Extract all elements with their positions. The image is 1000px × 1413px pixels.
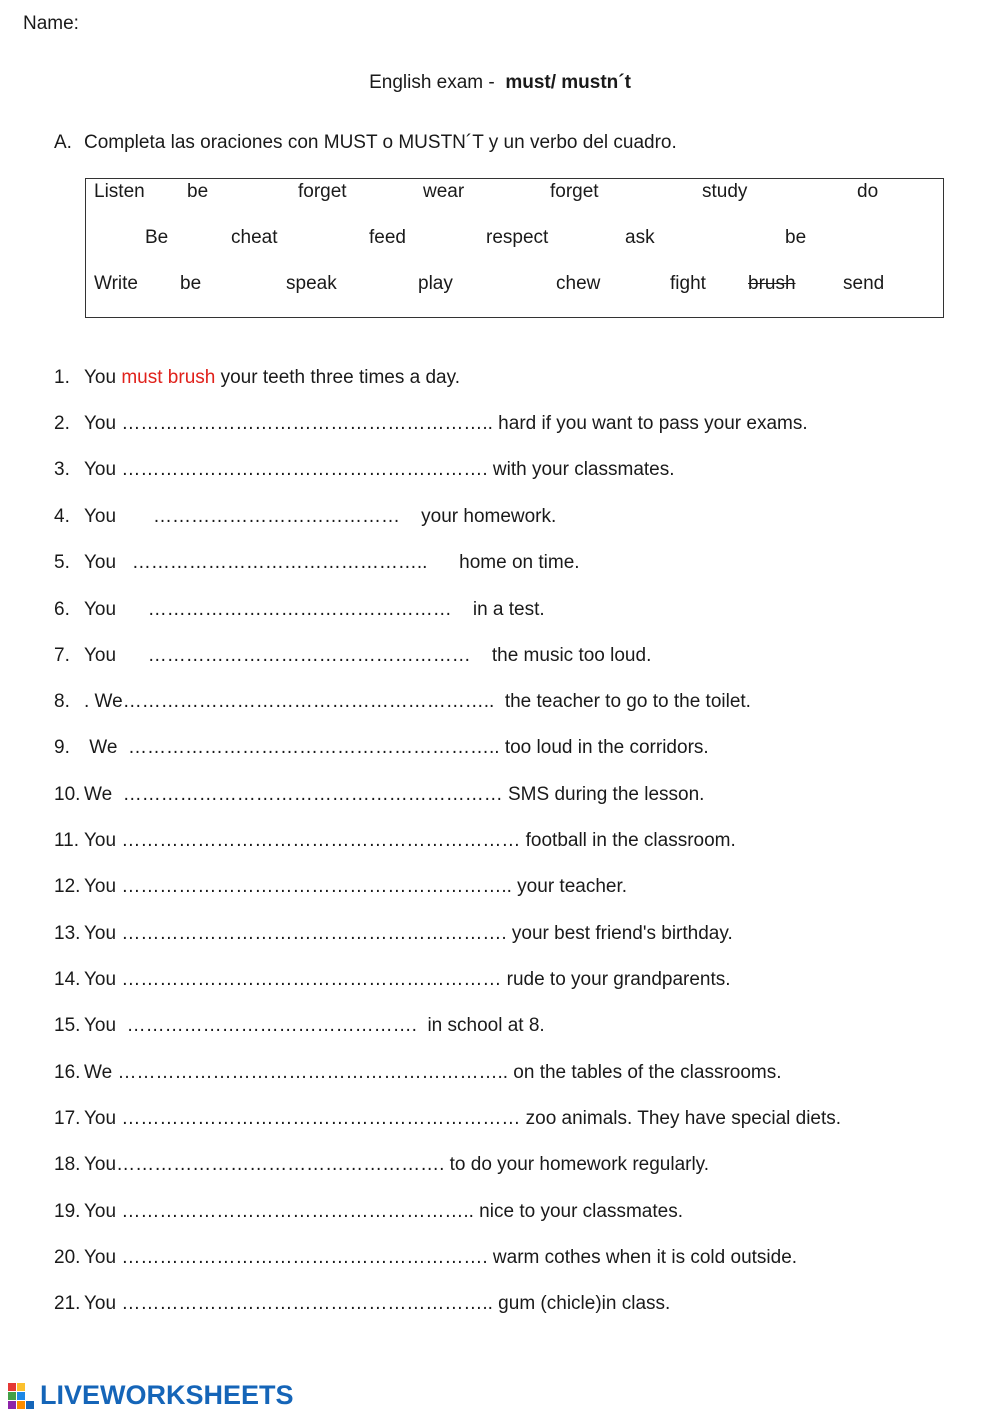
exercise-sentence <box>84 1108 841 1130</box>
exercise-number: 5. <box>54 552 70 573</box>
liveworksheets-logo-icon <box>8 1383 36 1409</box>
sentence-end: nice to your classmates. <box>473 1201 683 1222</box>
verb-word: fight <box>670 273 706 294</box>
sentence-start: You <box>84 552 132 573</box>
sentence-end: your teeth three times a day. <box>215 367 460 388</box>
exercise-number: 13. <box>54 923 81 944</box>
exercise-number: 11. <box>54 830 80 851</box>
sentence-start: You <box>84 1108 122 1129</box>
exercise-sentence <box>84 1201 683 1223</box>
exercise-sentence <box>84 506 556 528</box>
exercise-number: 6. <box>54 599 70 620</box>
sentence-start: You <box>84 1293 122 1314</box>
sentence-start: You <box>84 1201 122 1222</box>
exercise-number: 3. <box>54 459 70 480</box>
sentence-end: your teacher. <box>511 876 628 897</box>
exercise-sentence <box>84 923 733 945</box>
sentence-end: the music too loud. <box>470 645 652 666</box>
verb-word: do <box>857 181 879 202</box>
answer-blank[interactable]: ……………………………………………………… <box>121 1108 521 1129</box>
verb-word: be <box>187 181 209 202</box>
answer-blank[interactable]: ………………………………………………….. <box>122 691 495 712</box>
exercise-number: 2. <box>54 413 70 434</box>
exercise-number: 18. <box>54 1154 81 1175</box>
verb-word: Listen <box>94 181 145 202</box>
verb-word: wear <box>423 181 465 202</box>
sentence-start: . We <box>84 691 123 712</box>
exercise-sentence <box>84 1154 709 1176</box>
sentence-start: You <box>84 645 148 666</box>
instruction-text: Completa las oraciones con MUST o MUSTN´T y un verbo del cuadro. <box>84 132 677 153</box>
answer-blank[interactable]: …………………………………………………… <box>122 784 503 805</box>
verb-word: chew <box>556 273 601 294</box>
exercise-number: 10. <box>54 784 81 805</box>
sentence-end: hard if you want to pass your exams. <box>492 413 808 434</box>
exercise-sentence <box>84 413 808 435</box>
exercise-number: 21. <box>54 1293 81 1314</box>
verb-word: forget <box>550 181 599 202</box>
sentence-end: on the tables of the classrooms. <box>508 1062 782 1083</box>
answer-blank[interactable]: ………………………………………………….. <box>128 737 500 758</box>
sentence-end: zoo animals. They have special diets. <box>520 1108 842 1129</box>
sentence-end: to do your homework regularly. <box>444 1154 710 1175</box>
sentence-end: the teacher to go to the toilet. <box>494 691 751 712</box>
sentence-start: You <box>84 459 122 480</box>
liveworksheets-logo-text: LIVEWORKSHEETS <box>40 1380 294 1410</box>
answer-blank[interactable]: …………………………………………………. <box>121 459 488 480</box>
exercise-sentence <box>84 1293 670 1315</box>
sentence-end: your best friend's birthday. <box>506 923 733 944</box>
answer-blank[interactable]: …………………………………………… <box>147 645 471 666</box>
verb-word: Be <box>145 227 169 248</box>
exercise-number: 9. <box>54 737 70 758</box>
sentence-end: home on time. <box>427 552 580 573</box>
verb-word: feed <box>369 227 406 248</box>
exercise-number: 17. <box>54 1108 81 1129</box>
sentence-end: warm cothes when it is cold outside. <box>487 1247 798 1268</box>
exam-title <box>0 72 1000 94</box>
sentence-end: with your classmates. <box>487 459 675 480</box>
exercise-sentence <box>84 1015 545 1037</box>
sentence-start: You <box>84 367 122 388</box>
exercise-number: 20. <box>54 1247 81 1268</box>
exam-title-prefix: English exam - <box>369 72 506 93</box>
sentence-end: gum (chicle)in class. <box>492 1293 671 1314</box>
sentence-start: We <box>84 737 128 758</box>
exam-title-topic: must/ mustn´t <box>505 72 631 93</box>
sentence-start: We <box>84 784 123 805</box>
verb-word-struck: brush <box>748 273 796 294</box>
instruction <box>54 132 677 154</box>
verb-word: cheat <box>231 227 278 248</box>
sentence-end: football in the classroom. <box>520 830 736 851</box>
exercise-number: 12. <box>54 876 81 897</box>
sentence-start: You <box>84 1247 122 1268</box>
sentence-start: You <box>84 1154 117 1175</box>
exercise-sentence <box>84 830 736 852</box>
exercise-number: 15. <box>54 1015 81 1036</box>
exercise-number: 8. <box>54 691 70 712</box>
liveworksheets-logo[interactable] <box>8 1380 294 1411</box>
exercise-number: 19. <box>54 1201 81 1222</box>
answer-blank[interactable]: …………………………………………………….. <box>117 1062 508 1083</box>
exercise-number: 4. <box>54 506 70 527</box>
sentence-end: in school at 8. <box>416 1015 545 1036</box>
sentence-start: You <box>84 599 148 620</box>
answer-blank[interactable]: …………………………………………………. <box>121 1247 488 1268</box>
answer-blank[interactable]: ………………………………………. <box>126 1015 417 1036</box>
instruction-letter: A. <box>54 132 72 153</box>
verb-word: be <box>785 227 807 248</box>
answer-blank[interactable]: ………………………………………………….. <box>121 413 493 434</box>
verb-word: respect <box>486 227 549 248</box>
sentence-start: You <box>84 413 122 434</box>
verb-box <box>85 178 944 318</box>
answer-blank[interactable]: …………………………………………………….. <box>121 876 512 897</box>
sentence-end: in a test. <box>451 599 545 620</box>
exercise-number: 7. <box>54 645 70 666</box>
answer-blank[interactable]: ………………………………… <box>153 506 401 527</box>
exercise-number: 1. <box>54 367 70 388</box>
sentence-end: your homework. <box>400 506 557 527</box>
exercise-sentence <box>84 876 627 898</box>
sentence-end: SMS during the lesson. <box>502 784 705 805</box>
sentence-start: You <box>84 1015 127 1036</box>
verb-word: be <box>180 273 202 294</box>
exercise-sentence <box>84 459 675 481</box>
sentence-start: We <box>84 1062 118 1083</box>
exercise-sentence <box>84 599 545 621</box>
sentence-start: You <box>84 923 122 944</box>
exercise-sentence <box>84 367 460 389</box>
verb-word: speak <box>286 273 337 294</box>
answer-blank[interactable]: ………………………………………… <box>147 599 452 620</box>
exercise-sentence <box>84 737 709 759</box>
answer-blank[interactable]: ……………………………………………….. <box>121 1201 474 1222</box>
sentence-start: You <box>84 969 122 990</box>
answer-blank[interactable]: …………………………………………………… <box>121 969 502 990</box>
sentence-start: You <box>84 830 122 851</box>
verb-word: forget <box>298 181 347 202</box>
sentence-end: too loud in the corridors. <box>499 737 709 758</box>
verb-word: study <box>702 181 748 202</box>
verb-word: play <box>418 273 453 294</box>
example-answer: must brush <box>121 367 216 388</box>
exercise-number: 16. <box>54 1062 81 1083</box>
answer-blank[interactable]: ……………………………………….. <box>131 552 428 573</box>
exercise-number: 14. <box>54 969 81 990</box>
exercise-sentence <box>84 552 580 574</box>
name-label: Name: <box>23 13 79 34</box>
exercise-sentence <box>84 1247 797 1269</box>
answer-blank[interactable]: ……………………………………………………… <box>121 830 521 851</box>
answer-blank[interactable]: ……………………………………………. <box>116 1154 445 1175</box>
verb-word: ask <box>625 227 655 248</box>
sentence-start: You <box>84 506 154 527</box>
exercise-sentence <box>84 784 704 806</box>
verb-word: send <box>843 273 885 294</box>
exercise-sentence <box>84 691 751 713</box>
exercise-sentence <box>84 645 651 667</box>
sentence-start: You <box>84 876 122 897</box>
verb-word: Write <box>94 273 138 294</box>
sentence-end: rude to your grandparents. <box>501 969 731 990</box>
answer-blank[interactable]: ………………………………………………….. <box>121 1293 493 1314</box>
exercise-sentence <box>84 1062 782 1084</box>
exercise-sentence <box>84 969 731 991</box>
answer-blank[interactable]: ……………………………………………………. <box>121 923 507 944</box>
